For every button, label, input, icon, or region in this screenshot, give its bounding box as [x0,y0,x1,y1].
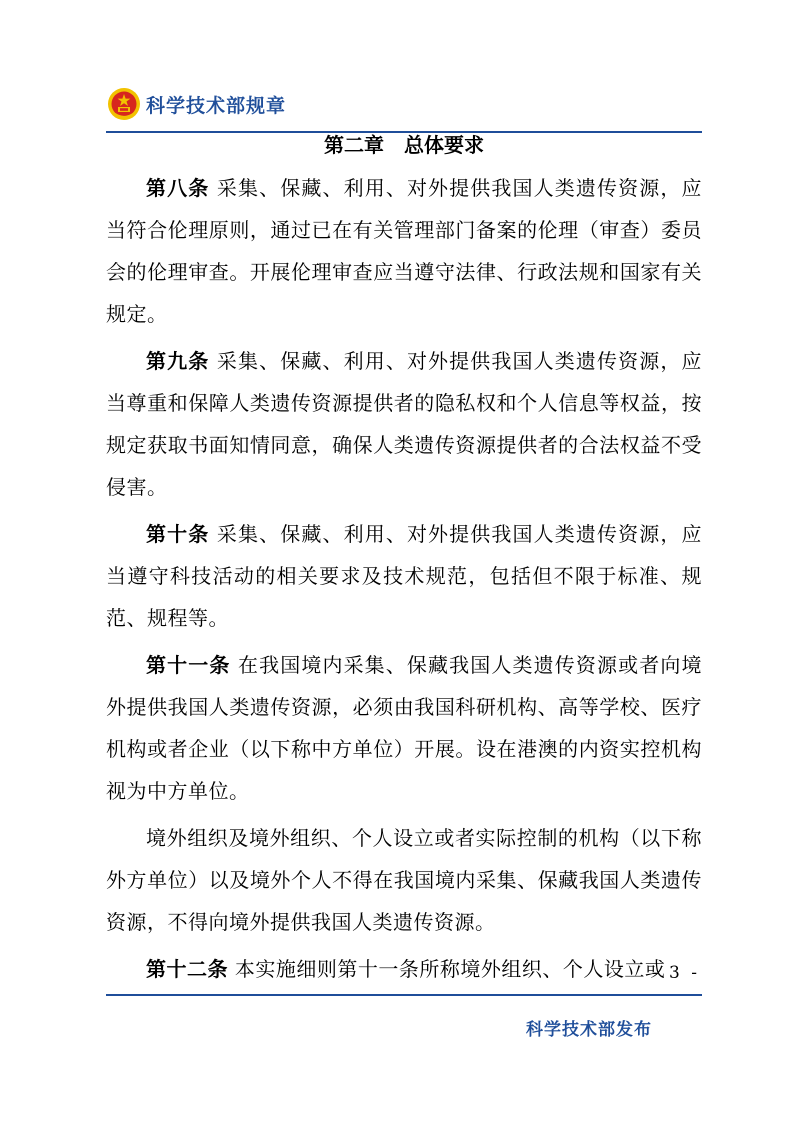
article-paragraph [106,513,702,639]
article-number: 第八条 [146,176,210,200]
article-text: 本实施细则第十一条所称境外组织、个人设立或 [228,957,666,981]
article-number: 第九条 [146,349,210,373]
article-paragraph [106,948,702,990]
footer-publisher: 科学技术部发布 [526,1020,652,1040]
article-paragraph [106,167,702,335]
article-paragraph [106,340,702,508]
page-number: - 3 - [651,963,700,983]
article-paragraph [106,817,702,943]
document-body [106,133,702,995]
national-emblem-icon [106,86,142,122]
article-number: 第十条 [146,522,210,546]
article-text: 采集、保藏、利用、对外提供我国人类遗传资源，应当遵守科技活动的相关要求及技术规范，包括但不限于标准、规范、规程等。 [106,522,703,630]
page-header [106,84,286,124]
article-number: 第十二条 [146,957,228,981]
article-text: 境外组织及境外组织、个人设立或者实际控制的机构（以下称外方单位）以及境外个人不得在我国境内采集、保藏我国人类遗传资源，不得向境外提供我国人类遗传资源。 [106,826,702,934]
article-text: 采集、保藏、利用、对外提供我国人类遗传资源，应当符合伦理原则，通过已在有关管理部门备案的伦理（审查）委员会的伦理审查。开展伦理审查应当遵守法律、行政法规和国家有关规定。 [106,176,703,326]
article-number: 第十一条 [146,653,231,677]
chapter-title: 第二章 总体要求 [324,133,484,157]
article-paragraph [106,644,702,812]
article-text: 采集、保藏、利用、对外提供我国人类遗传资源，应当尊重和保障人类遗传资源提供者的隐私权和个人信息等权益，按规定获取书面知情同意，确保人类遗传资源提供者的合法权益不受侵害。 [106,349,703,499]
footer-divider [106,994,702,996]
header-title: 科学技术部规章 [146,94,287,117]
article-text: 在我国境内采集、保藏我国人类遗传资源或者向境外提供我国人类遗传资源，必须由我国科研机构、高等学校、医疗机构或者企业（以下称中方单位）开展。设在港澳的内资实控机构视为中方单位。 [106,653,702,803]
